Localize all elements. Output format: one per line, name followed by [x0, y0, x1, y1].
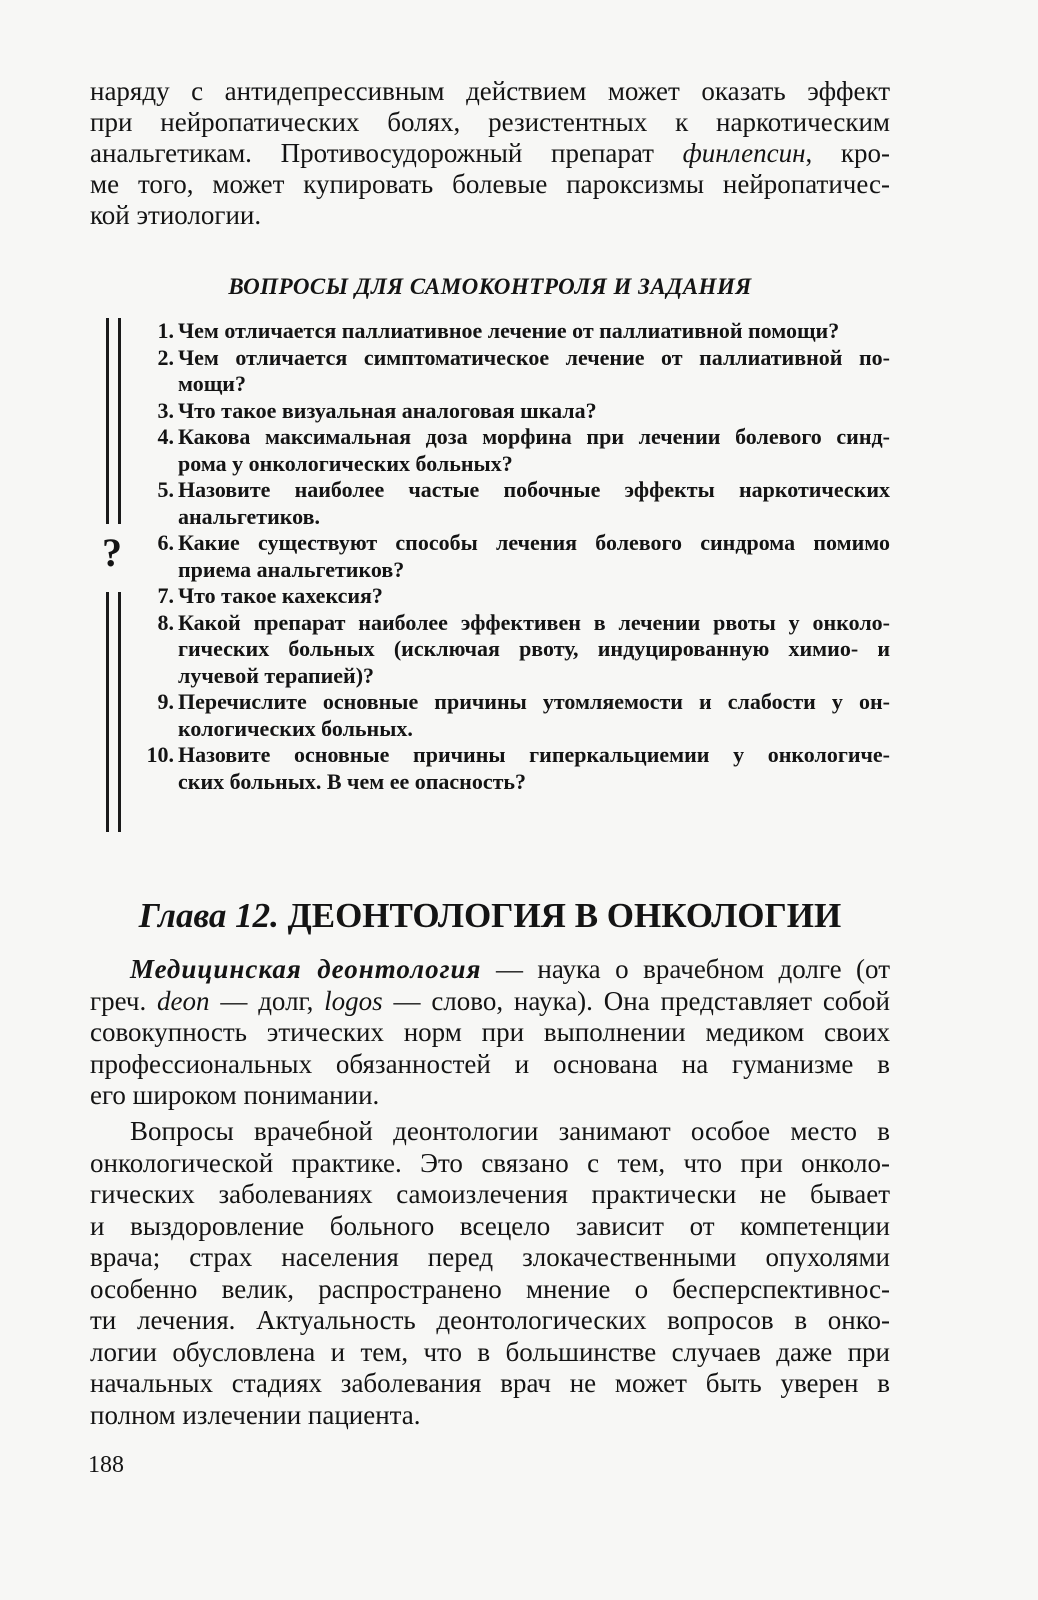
term: Медицинская деонтология: [130, 954, 482, 984]
text-line: ме того, может купировать болевые пароксизмы нейропатичес-: [90, 169, 890, 199]
question-text-line: кологических больных.: [178, 715, 413, 741]
latin-word: deon: [157, 985, 210, 1016]
question-text-line: Какова максимальная доза морфина при лечении болевого синд-: [178, 424, 890, 449]
text-line: Вопросы врачебной деонтологии занимают особое место в: [130, 1116, 890, 1146]
text-fragment: анальгетикам. Противосудорожный препарат: [90, 138, 654, 168]
question-text-line: приема анальгетиков?: [178, 556, 405, 582]
question-item: [130, 477, 890, 530]
page-number: 188: [88, 1452, 124, 1478]
question-number: 3.: [157, 397, 174, 423]
text-line: [90, 986, 890, 1018]
question-item: [130, 398, 890, 425]
question-text-line: гических больных (исключая рвоту, индуцированную химио- и: [178, 636, 890, 661]
question-item: [130, 424, 890, 477]
text-fragment: — слово, наука). Она представляет собой: [382, 985, 890, 1016]
question-number: 7.: [157, 583, 174, 608]
question-mark-icon: ?: [102, 530, 122, 575]
question-number: 9.: [157, 689, 174, 714]
text-line: начальных стадиях заболевания врач не может быть уверен в: [90, 1368, 890, 1398]
text-line: врача; страх населения перед злокачественными опухолями: [90, 1242, 890, 1272]
question-text-line: Что такое кахексия?: [178, 583, 383, 608]
margin-bar-top: [106, 318, 121, 524]
text-line: совокупность этических норм при выполнении медиком своих: [90, 1017, 890, 1047]
text-line: онкологической практике. Это связано с тем, что при онколо-: [90, 1147, 890, 1178]
question-number: 6.: [157, 530, 174, 555]
chapter-name: ДЕОНТОЛОГИЯ В ОНКОЛОГИИ: [287, 896, 842, 935]
question-text-line: мощи?: [178, 371, 246, 396]
text-line: особенно велик, распространено мнение о бесперспективнос-: [90, 1273, 890, 1304]
deontology-definition-paragraph: [90, 954, 890, 1112]
text-line: наряду с антидепрессивным действием может оказать эффект: [90, 76, 890, 106]
text-line: логии обусловлена и тем, что в большинстве случаев даже при: [90, 1336, 890, 1367]
question-text-line: Назовите наиболее частые побочные эффекты наркотических: [178, 477, 890, 502]
question-item: [130, 689, 890, 742]
question-number: 8.: [157, 609, 174, 635]
text-fragment: греч.: [90, 985, 158, 1016]
question-text-line: Чем отличается симптоматическое лечение от паллиативной по-: [178, 344, 890, 370]
text-fragment: — наука о врачебном долге (от: [481, 954, 890, 984]
text-line: профессиональных обязанностей и основана на гуманизме в: [90, 1048, 890, 1079]
drug-name: финлепсин: [682, 138, 806, 168]
latin-word: logos: [324, 985, 383, 1016]
question-text-line: Что такое визуальная аналоговая шкала?: [178, 397, 597, 423]
question-text-line: ских больных. В чем ее опасность?: [178, 768, 527, 794]
question-number: 1.: [157, 318, 174, 343]
question-item: [130, 583, 890, 610]
question-number: 2.: [157, 344, 174, 370]
question-item: [130, 610, 890, 690]
question-text-line: Какой препарат наиболее эффективен в лечении рвоты у онколо-: [178, 609, 890, 635]
text-line: [90, 954, 890, 986]
text-fragment: , кро-: [805, 138, 891, 168]
chapter-title: [90, 896, 890, 936]
text-fragment: — долг,: [209, 985, 325, 1016]
text-line: при нейропатических болях, резистентных к наркотическим: [90, 107, 890, 137]
margin-bar-bottom: [106, 592, 121, 832]
question-text-line: Назовите основные причины гиперкальциемии у онкологиче-: [178, 742, 890, 767]
question-item: [130, 742, 890, 795]
question-text-line: анальгетиков.: [178, 503, 321, 529]
chapter-number: Глава 12.: [138, 896, 279, 935]
questions-list: [130, 318, 890, 795]
question-item: [130, 530, 890, 583]
deontology-importance-paragraph: [90, 1116, 890, 1431]
text-line: ти лечения. Актуальность деонтологических вопросов в онко-: [90, 1305, 890, 1335]
section-title: ВОПРОСЫ ДЛЯ САМОКОНТРОЛЯ И ЗАДАНИЯ: [228, 274, 752, 299]
question-text-line: рома у онкологических больных?: [178, 450, 513, 476]
question-number: 10.: [146, 742, 174, 767]
question-text-line: Чем отличается паллиативное лечение от паллиативной помощи?: [178, 318, 840, 343]
question-text-line: лучевой терапией)?: [178, 662, 375, 688]
text-line: его широком понимании.: [90, 1080, 380, 1110]
question-text-line: Перечислите основные причины утомляемости и слабости у он-: [178, 689, 890, 714]
question-item: [130, 345, 890, 398]
question-number: 4.: [157, 424, 174, 449]
text-line: и выздоровление больного всецело зависит от компетенции: [90, 1210, 890, 1241]
intro-paragraph: [90, 76, 890, 231]
question-number: 5.: [157, 477, 174, 502]
text-line: кой этиологии.: [90, 200, 262, 230]
question-item: [130, 318, 890, 345]
text-line: [90, 138, 890, 169]
question-text-line: Какие существуют способы лечения болевого синдрома помимо: [178, 530, 890, 555]
text-line: гических заболеваниях самоизлечения практически не бывает: [90, 1179, 890, 1209]
text-line: полном излечении пациента.: [90, 1399, 421, 1430]
